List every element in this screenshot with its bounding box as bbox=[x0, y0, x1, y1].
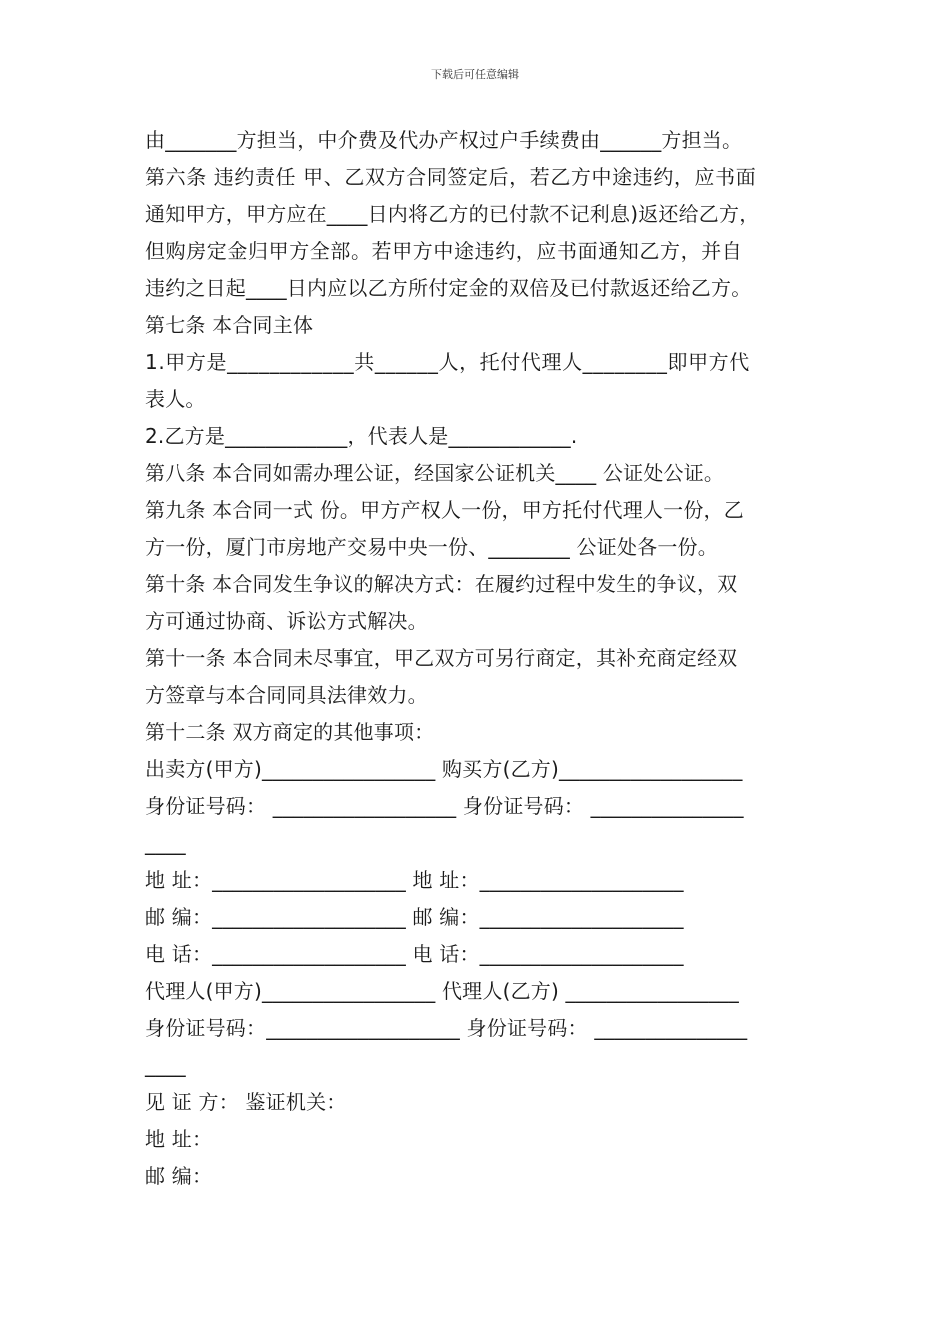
text-line: 但购房定金归甲方全部。若甲方中途违约，应书面通知乙方，并自 bbox=[145, 239, 743, 263]
witness-line: 邮 编： bbox=[145, 1164, 213, 1188]
signature-line: 身份证号码：___________________ 身份证号码： _______________ bbox=[145, 1016, 748, 1040]
signature-line: 电 话：___________________ 电 话：____________________ bbox=[145, 942, 684, 966]
text-line: 第八条 本合同如需办理公证，经国家公证机关____ 公证处公证。 bbox=[145, 461, 725, 485]
signature-line: ____ bbox=[145, 1053, 186, 1077]
signature-line: 邮 编：___________________ 邮 编：____________________ bbox=[145, 905, 684, 929]
document-body bbox=[145, 122, 815, 1195]
text-line: 2.乙方是____________，代表人是____________. bbox=[145, 424, 578, 448]
text-line: 第九条 本合同一式 份。甲方产权人一份，甲方托付代理人一份，乙 bbox=[145, 498, 744, 522]
signature-line: 代理人(甲方)_________________ 代理人(乙方) _________________ bbox=[145, 979, 739, 1003]
text-line: 方一份，厦门市房地产交易中央一份、________ 公证处各一份。 bbox=[145, 535, 718, 559]
text-line: 表人。 bbox=[145, 387, 206, 411]
text-line: 方可通过协商、诉讼方式解决。 bbox=[145, 609, 428, 633]
text-line: 第十一条 本合同未尽事宜，甲乙双方可另行商定，其补充商定经双 bbox=[145, 646, 738, 670]
section-heading: 第十二条 双方商定的其他事项： bbox=[145, 720, 435, 744]
text-line: 1.甲方是____________共______人，托付代理人________即甲方代 bbox=[145, 350, 750, 374]
text-line: 违约之日起____日内应以乙方所付定金的双倍及已付款返还给乙方。 bbox=[145, 276, 752, 300]
text-line: 第十条 本合同发生争议的解决方式：在履约过程中发生的争议，双 bbox=[145, 572, 738, 596]
text-line: 通知甲方，甲方应在____日内将乙方的已付款不记利息)返还给乙方， bbox=[145, 202, 760, 226]
text-line: 第六条 违约责任 甲、乙双方合同签定后，若乙方中途违约，应书面 bbox=[145, 165, 757, 189]
text-line: 由_______方担当，中介费及代办产权过户手续费由______方担当。 bbox=[145, 128, 743, 152]
signature-line: 出卖方(甲方)_________________ 购买方(乙方)__________________ bbox=[145, 757, 743, 781]
witness-line: 见 证 方： 鉴证机关： bbox=[145, 1090, 347, 1114]
section-heading: 第七条 本合同主体 bbox=[145, 313, 314, 337]
signature-line: 地 址：___________________ 地 址：____________________ bbox=[145, 868, 684, 892]
signature-line: ____ bbox=[145, 831, 186, 855]
page-header: 下载后可任意编辑 bbox=[431, 68, 519, 81]
text-line: 方签章与本合同同具法律效力。 bbox=[145, 683, 428, 707]
witness-line: 地 址： bbox=[145, 1127, 213, 1151]
signature-line: 身份证号码： __________________ 身份证号码： _______________ bbox=[145, 794, 744, 818]
